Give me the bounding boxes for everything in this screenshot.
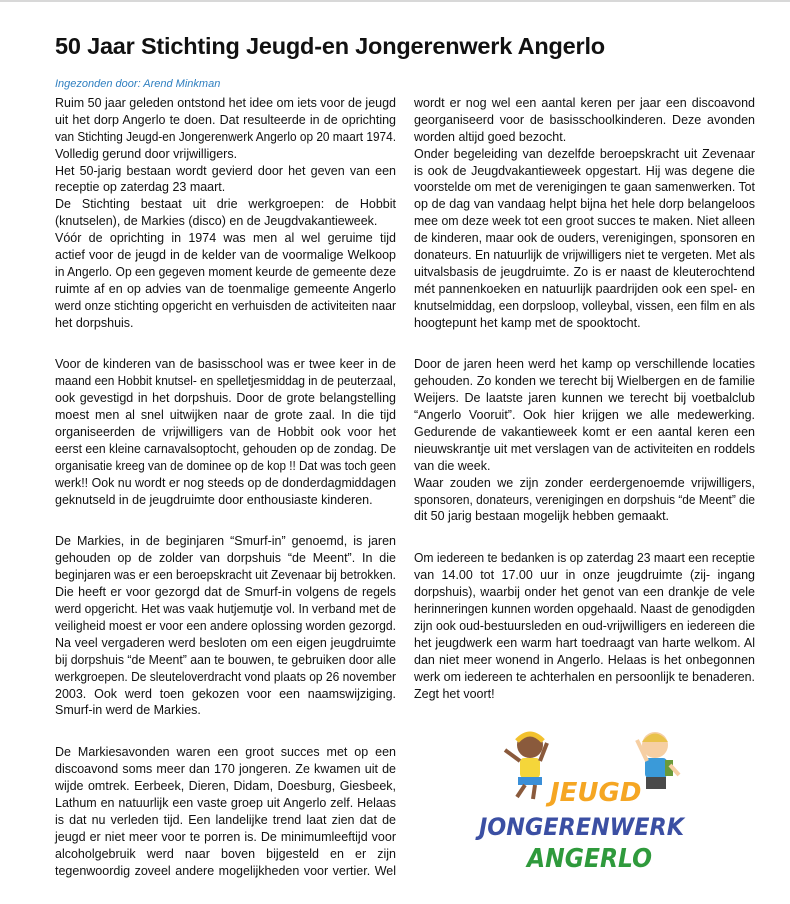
- text-line: [414, 441, 755, 458]
- text-line-content: mét pannenkoeken en natuurlijk paardrijden ook een spel- en: [414, 281, 755, 296]
- text-line: [55, 424, 396, 441]
- text-line: [414, 601, 755, 618]
- text-line-content: worden altijd goed bezocht.: [414, 129, 567, 144]
- article-column-left: [55, 95, 396, 904]
- text-line-content: wordt er nog wel een aantal keren per jaar een discoavond: [414, 96, 755, 110]
- text-line: [414, 492, 755, 509]
- text-line-content: Smurf-in werd de Markies.: [55, 703, 201, 718]
- text-line: [55, 213, 396, 230]
- text-line-content: is ook de Jeugdvakantieweek opgestart. Hij was degene die: [414, 163, 755, 178]
- text-line: [55, 829, 396, 846]
- text-line: [414, 230, 755, 247]
- text-line-content: is dat nu verleden tijd. Een landelijke trend laat zien dat de: [55, 812, 396, 827]
- text-line: [55, 475, 394, 492]
- text-line: [55, 669, 396, 686]
- text-line: [414, 213, 755, 230]
- text-line: [55, 458, 396, 475]
- text-line-content: jeugd er niet meer voor te porren is. De minimumleeftijd voor: [55, 829, 396, 844]
- text-line-content: werd onze stichting opgericht en verhuisden de activiteiten naar: [55, 298, 396, 313]
- text-line-content: Om iedereen te bedanken is op zaterdag 23 maart een receptie: [414, 551, 755, 566]
- text-line-content: gehouden. Zo konden we terecht bij Wielbergen en de familie: [414, 374, 755, 389]
- text-line: [414, 129, 755, 146]
- text-line: [414, 567, 755, 584]
- text-line: [55, 492, 396, 509]
- text-line: [414, 390, 755, 407]
- text-line: [55, 281, 396, 298]
- article-title: 50 Jaar Stichting Jeugd-en Jongerenwerk Angerlo: [55, 33, 605, 59]
- text-line-content: mee om deze week tot een groot succes te maken. Niet alleen: [414, 214, 755, 229]
- text-line-content: moest men al snel uitwijken naar de grote zaal. In die tijd: [55, 408, 396, 423]
- text-line-content: uit het dorp Angerlo te doen. Dat resulteerde in de oprichting: [55, 112, 396, 127]
- text-line: [55, 863, 396, 880]
- text-line-content: Door de jaren heen werd het kamp op verschillende locaties: [414, 357, 755, 372]
- text-line-content: discoavond soms meer dan 170 jongeren. Ze kwamen uit de: [55, 762, 396, 777]
- text-line: [414, 652, 755, 669]
- text-line: [414, 247, 755, 264]
- text-line: [55, 264, 396, 281]
- text-line-content: herinneringen kunnen worden opgehaald. Naast de genodigden: [414, 602, 755, 617]
- logo-text-jeugd: JEUGD: [550, 778, 642, 808]
- text-line-content: eerst een kleine carnavalsoptocht, gehouden op de zondag. De: [55, 441, 396, 456]
- text-line-content: de kinderen, maar ook de ouders, verenigingen, sponsoren en: [414, 231, 755, 246]
- text-line: [55, 702, 396, 719]
- text-line-content: Weijers. De laatste jaren kunnen we terecht bij voetbalclub: [414, 391, 755, 406]
- text-line-content: werkgroepen. De sleuteloverdracht vond plaats op 26 november: [55, 669, 396, 684]
- text-line-content: De Markiesavonden waren een groot succes met op een: [55, 745, 396, 760]
- text-line: [414, 112, 755, 129]
- text-line: [55, 686, 396, 703]
- text-line-content: tegenwoordig zoveel andere mogelijkheden voor vertier. Wel: [55, 863, 396, 878]
- text-line-content: Volledig gerund door vrijwilligers.: [55, 146, 238, 161]
- text-line-content: geknutseld in de jeugdruimte door enthousiaste kinderen.: [55, 492, 373, 507]
- text-line: [414, 356, 755, 373]
- text-line-content: beginjaren was er een beroepskracht uit Zevenaar bij betrokken.: [55, 568, 396, 583]
- text-line: [414, 163, 755, 180]
- text-line: [55, 550, 396, 567]
- girl-illustration: [505, 732, 547, 799]
- text-line: [55, 533, 396, 550]
- text-line: [55, 618, 396, 635]
- text-line-content: Gedurende de vakantieweek komt er een aantal keren een: [414, 425, 755, 440]
- text-line: [55, 373, 396, 390]
- text-line: [414, 179, 755, 196]
- text-line: [414, 95, 755, 112]
- text-line: [414, 618, 755, 635]
- text-line: [55, 196, 396, 213]
- article-paragraph: [414, 550, 755, 702]
- text-line: [55, 112, 396, 129]
- article-paragraph: [55, 95, 396, 331]
- text-line-content: veiligheid moest er voor een andere oplossing worden gezorgd.: [55, 618, 396, 633]
- text-line-content: in Angerlo. Op een gegeven moment keurde de gemeente deze: [55, 264, 396, 279]
- text-line: [414, 550, 755, 567]
- article-byline: Ingezonden door: Arend Minkman: [55, 78, 221, 90]
- text-line-content: (knutselen), de Markies (disco) en de Jeugdvakantieweek.: [55, 214, 378, 229]
- text-line-content: ruimte af en op advies van de toenmalige gemeente Angerlo: [55, 281, 396, 296]
- text-line-content: organisatie kreeg van de dominee op de kop !! Dat was toch geen: [55, 458, 396, 473]
- text-line-content: receptie op zaterdag 23 maart.: [55, 180, 226, 195]
- text-line-content: van die week.: [414, 458, 491, 473]
- text-line: [55, 146, 396, 163]
- text-line-content: De Markies, in de beginjaren “Smurf-in” genoemd, is jaren: [55, 534, 396, 549]
- text-line: [414, 407, 755, 424]
- article-paragraph: [414, 356, 755, 525]
- logo-text-jongerenwerk: JONGERENWERK: [475, 813, 687, 841]
- text-line-content: zijn ook oud-bestuursleden en oud-vrijwilligers en iedereen die: [414, 618, 755, 633]
- text-line-content: nieuwskrantje uit met verslagen van de activiteiten en roddels: [414, 441, 755, 456]
- text-line-content: uitvalsbasis de jeugdruimte. Zo is er naast de kleuterochtend: [414, 264, 755, 279]
- text-line-content: hoogtepunt het kamp met de spooktocht.: [414, 315, 641, 330]
- text-line: [414, 475, 755, 492]
- text-line-content: op de dag van vandaag helpt bijna het hele dorp belangeloos: [414, 197, 755, 212]
- text-line-content: van Stichting Jeugd-en Jongerenwerk Angerlo op 20 maart 1974.: [55, 129, 396, 144]
- text-line-content: bij dorpshuis “de Meent” aan te bouwen, te gebruiken door alle: [55, 652, 396, 667]
- text-line: [55, 230, 396, 247]
- jeugd-jongerenwerk-angerlo-logo: [465, 715, 695, 885]
- text-line: [55, 601, 396, 618]
- text-line-content: dorpshuis), waarbij onder het genot van een drankje de vele: [414, 585, 755, 600]
- article-column-right: [414, 95, 755, 727]
- article-paragraph: [55, 356, 396, 508]
- text-line: [414, 146, 755, 163]
- text-line-content: De Stichting bestaat uit drie werkgroepen: de Hobbit: [55, 197, 396, 212]
- text-line-content: Die heeft er voor gezorgd dat de Smurf-in volgens de regels: [55, 585, 396, 600]
- text-line: [414, 669, 753, 686]
- text-line-content: knutselmiddag, een dorpsloop, volleybal, vissen, een film en als: [414, 298, 755, 313]
- text-line-content: actief voor de jeugd in de kelder van de voormalige Welkoop: [55, 248, 396, 263]
- text-line-content: donateurs. En natuurlijk de vrijwilligers niet te vergeten. Met als: [414, 248, 755, 263]
- text-line: [55, 315, 396, 332]
- text-line-content: Lathum en natuurlijk een vaste groep uit Angerlo zelf. Helaas: [55, 795, 396, 810]
- text-line: [55, 635, 396, 652]
- text-line-content: wijde omtrek. Eerbeek, Dieren, Didam, Doesburg, Giesbeek,: [55, 779, 396, 794]
- text-line: [55, 407, 396, 424]
- text-line-content: georganiseerd voor de basisschoolkinderen. Deze avonden: [414, 112, 755, 127]
- text-line: [55, 567, 396, 584]
- boy-illustration: [637, 732, 679, 789]
- text-line: [55, 761, 396, 778]
- text-line-content: Ruim 50 jaar geleden ontstond het idee om iets voor de jeugd: [55, 96, 396, 110]
- text-line: [55, 390, 396, 407]
- text-line-content: Waar zouden we zijn zonder eerdergenoemde vrijwilligers,: [414, 475, 755, 490]
- text-line: [414, 264, 755, 281]
- text-line: [414, 281, 755, 298]
- article-paragraph: [55, 533, 396, 719]
- text-line-content: ook gevestigd in het dorpshuis. Door de grote belangstelling: [55, 391, 396, 406]
- text-line: [55, 298, 396, 315]
- text-line: [414, 315, 755, 332]
- text-line: [55, 812, 396, 829]
- text-line: [55, 179, 396, 196]
- text-line: [414, 424, 755, 441]
- text-line-content: Zegt het voort!: [414, 686, 495, 701]
- text-line: [414, 373, 755, 390]
- text-line-content: dit 50 jarig bestaan mogelijk hebben gemaakt.: [414, 509, 670, 524]
- text-line: [55, 795, 396, 812]
- text-line-content: maand een Hobbit knutsel- en spelletjesmiddag in de peuterzaal,: [55, 374, 396, 389]
- text-line: [414, 458, 755, 475]
- text-line: [55, 744, 396, 761]
- text-line-content: Voor de kinderen van de basisschool was er twee keer in de: [55, 357, 396, 372]
- text-line-content: van 14.00 tot 17.00 uur in onze jeugdruimte (zij- ingang: [414, 568, 755, 583]
- text-line-content: Onder begeleiding van dezelfde beroepskracht uit Zevenaar: [414, 146, 755, 161]
- text-line-content: alcoholgebruik werd naar boven bijgesteld en er zijn: [55, 846, 396, 861]
- article-paragraph: [414, 95, 755, 331]
- text-line: [55, 778, 396, 795]
- text-line-content: Het 50-jarig bestaan wordt gevierd door het geven van een: [55, 163, 396, 178]
- text-line-content: werd opgericht. Het was vaak hutjemutje vol. In verband met de: [55, 602, 396, 617]
- text-line-content: voorstelde om met de verenigingen te gaan samenwerken. Tot: [414, 180, 755, 195]
- text-line-content: 2003. Ook werd toen gekozen voor een naamswijziging.: [55, 686, 396, 701]
- text-line: [55, 356, 396, 373]
- text-line: [414, 686, 755, 703]
- text-line: [55, 163, 396, 180]
- text-line-content: Na veel vergaderen werd besloten om een eigen jeugdruimte: [55, 635, 396, 650]
- text-line: [55, 441, 396, 458]
- page-top-border: [0, 0, 790, 2]
- text-line: [414, 298, 755, 315]
- text-line: [55, 247, 396, 264]
- text-line: [414, 584, 755, 601]
- text-line-content: dan niet meer wonend in Angerlo. Helaas is het onbegonnen: [414, 652, 755, 667]
- text-line: [55, 846, 396, 863]
- text-line: [55, 95, 396, 112]
- text-line: [414, 635, 755, 652]
- text-line: [55, 129, 396, 146]
- text-line: [414, 196, 755, 213]
- text-line-content: sponsoren, donateurs, verenigingen en dorpshuis “de Meent” die: [414, 492, 755, 507]
- text-line-content: werk om iedereen te achterhalen en persoonlijk te benaderen.: [414, 669, 755, 684]
- text-line-content: het dorpshuis.: [55, 315, 134, 330]
- text-line-content: gehouden op de zolder van dorpshuis “de Meent”. In die: [55, 551, 396, 566]
- text-line: [55, 652, 396, 669]
- logo-text-angerlo: ANGERLO: [525, 844, 652, 874]
- text-line-content: organiseerden de vrijwilligers van de Hobbit ook voor het: [55, 425, 396, 440]
- text-line: [55, 584, 396, 601]
- article-paragraph: [55, 744, 396, 879]
- text-line-content: Vóór de oprichting in 1974 was men al wel geruime tijd: [55, 231, 396, 246]
- text-line-content: “Angerlo Vooruit”. Ook hier krijgen we alle medewerking.: [414, 408, 755, 423]
- text-line-content: het jeugdwerk een warm hart toedraagt van harte welkom. Al: [414, 635, 755, 650]
- text-line-content: werk!! Ook nu wordt er nog steeds op de donderdagmiddagen: [55, 475, 396, 490]
- text-line: [414, 508, 755, 525]
